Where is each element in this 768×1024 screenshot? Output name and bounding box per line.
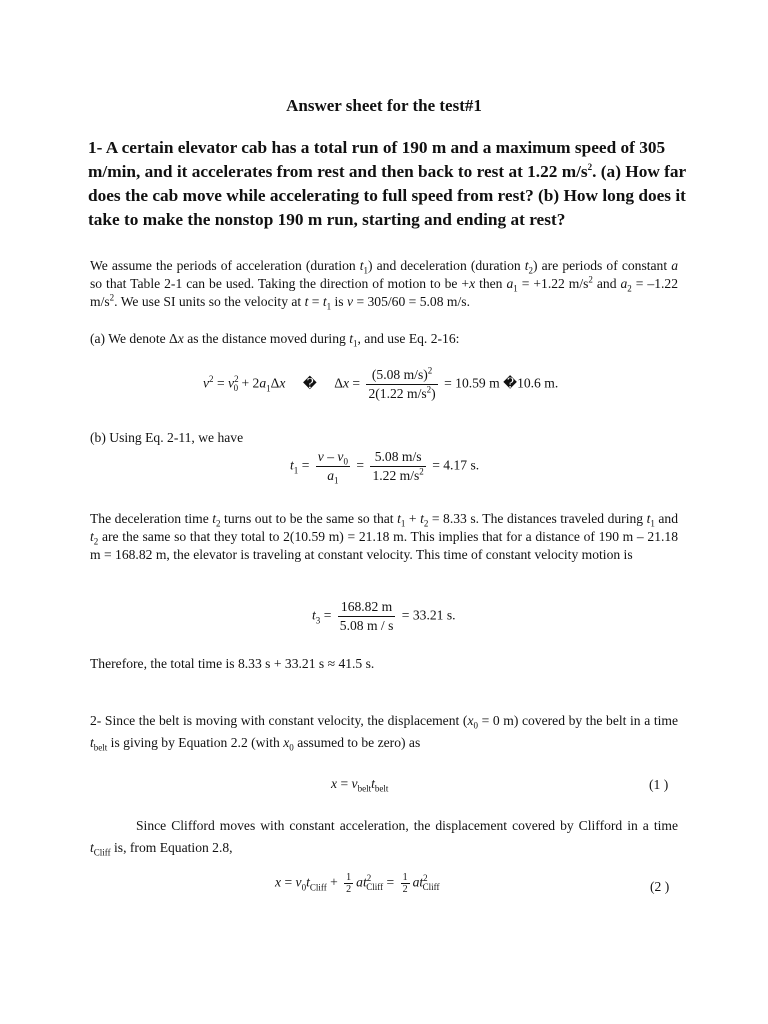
- question-1: 1- A certain elevator cab has a total run of 190 m and a maximum speed of 305 m/min, and it accelerates from rest and then back to rest at 1.22 $m/s^2$. (a) How far does the cab move while accelerating to full speed from rest? (b) How long does it take to make the nonstop 190 m run, starting and ending at rest?: [88, 138, 686, 229]
- page-title: Answer sheet for the test#1: [286, 96, 482, 115]
- fraction-t1: $\frac{v - v_0}{a_1}$: [317, 449, 348, 486]
- deceleration-paragraph: The deceleration time $t_2$ turns out to be the same so that $t_1 + t_2 = 8.33$ s. The distances traveled during $t_1$ and $t_2$ are the same so that they total to 2(10.59 m) = 21.18 m. This implies that for a distance of 190 m – 21.18 m = 168.82 m, the elevator is traveling at constant velocity. This time of constant velocity motion is: [90, 511, 678, 562]
- equation-number-2: (2 ): [650, 879, 670, 894]
- equation-number-1: (1 ): [649, 777, 669, 792]
- total-time: Therefore, the total time is 8.33 s + 33.21 s ≈ 41.5 s.: [90, 656, 375, 671]
- equation-t3: $t_3$ = $\frac{168.82 m}{5.08 m / s}$ = 33.21 s.: [312, 599, 456, 633]
- equation-2-16: $v^2 = v^2_0 + 2a_1\Delta x$ � Δx = $\frac{(5.08 m/s)^2}{2(1.22 m/s^2)}$ = 10.59 m �10.6 m.: [203, 365, 559, 401]
- fraction-half-1: $\frac{1}{2}$: [346, 872, 352, 895]
- equation-1: $x = v_{belt}t_{belt}$: [331, 776, 389, 794]
- equation-2: $x = v_0t_{Cliff}$ + $\frac{1}{2}$ $at^2_{Cliff}$ = $\frac{1}{2}$ $at^2_{Cliff}$: [275, 872, 440, 895]
- answer-1-intro: We assume the periods of acceleration (duration $t_1$) and deceleration (duration $t_2$) are periods of constant a so that Table 2-1 can be used. Taking the direction of motion to be +x then $a_1 = +1.22$ $m/s^2$ and $a_2 = -1.22$ $m/s^2$. We use SI units so the velocity at $t = t_1$ is v = 305/60 = 5.08 m/s.: [90, 258, 678, 312]
- part-b-intro: (b) Using Eq. 2-11, we have: [90, 430, 244, 445]
- fraction-t1-values: $\frac{5.08 m/s}{1.22 m/s^2}$: [372, 449, 424, 483]
- question-2-paragraph: 2- Since the belt is moving with constant velocity, the displacement ($x_0 = 0$ m) covered by the belt in a time $t_{belt}$ is giving by Equation 2.2 (with $x_0$ assumed to be zero) as: [90, 713, 678, 753]
- clifford-paragraph: Since Clifford moves with constant acceleration, the displacement covered by Clifford in a time $t_{Cliff}$ is, from Equation 2.8,: [90, 818, 678, 858]
- fraction-t3: $\frac{168.82 m}{5.08 m / s}$: [339, 599, 394, 633]
- fraction-half-2: $\frac{1}{2}$: [402, 872, 408, 895]
- fraction-delta-x: $\frac{(5.08 m/s)^2}{2(1.22 m/s^2)}$: [368, 365, 436, 401]
- equation-2-11: $t_1$ = $\frac{v - v_0}{a_1}$ = $\frac{5.08 m/s}{1.22 m/s^2}$ = 4.17 s.: [290, 449, 480, 486]
- part-a-intro: (a) We denote Δx as the distance moved during $t_1$, and use Eq. 2-16:: [90, 331, 460, 349]
